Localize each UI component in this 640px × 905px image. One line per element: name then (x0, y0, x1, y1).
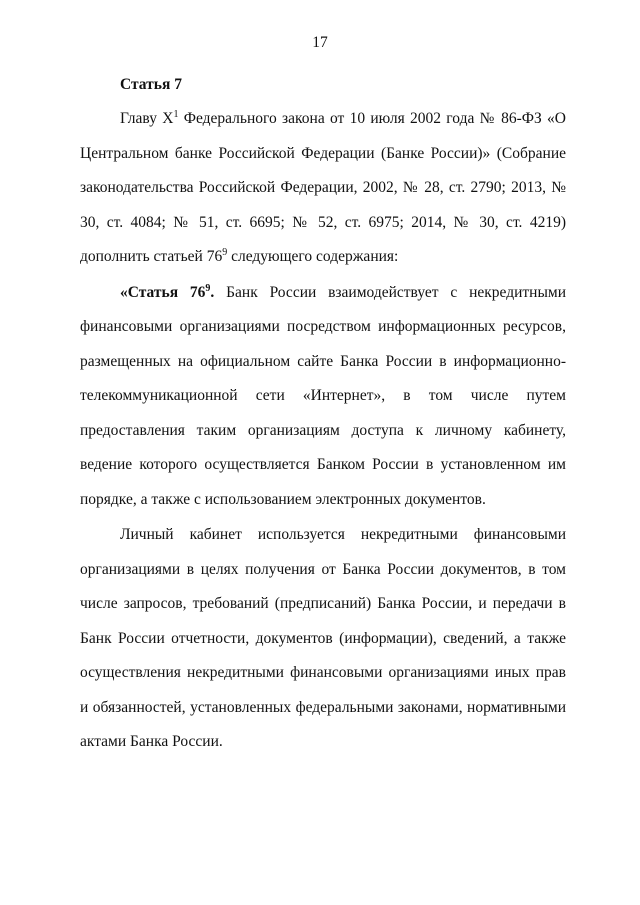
p1-text-b: Федерального закона от 10 июля 2002 года № 86-ФЗ «О Центральном банке Российской Федерации (Банке России)» (Собрание законодательства Российской Федерации, 2002, № 28, ст. 2790; 2013, № 30, ст. 4084; № 51, ст. 6695; № 52, ст. 6975; 2014, № 30, ст. 4219) дополнить статьей 76 (80, 110, 566, 265)
p2-sup: 9 (205, 282, 211, 294)
p2-bold-a: «Статья 76 (120, 283, 206, 301)
document-body (80, 68, 566, 760)
page-number: 17 (312, 34, 328, 51)
article-heading: Статья 7 (120, 76, 182, 93)
p2-bold-b: . (210, 283, 215, 301)
p1-text-c: следующего содержания: (227, 248, 399, 265)
p1-sup-1: 1 (173, 108, 179, 120)
paragraph-amendment (80, 102, 566, 275)
p2-text: Банк России взаимодействует с некредитными финансовыми организациями посредством информационных ресурсов, размещенных на официальном сайте Банка России в информационно-телекоммуникационной сети «Интернет», в том числе путем предоставления таким организациям доступа к личному кабинету, ведение которого осуществляется Банком России в установленном им порядке, а также с использованием электронных документов. (80, 283, 566, 508)
paragraph-personal-account: Личный кабинет используется некредитными финансовыми организациями в целях получения от Банка России документов, в том числе запросов, требований (предписаний) Банка России, и передачи в Банк России отчетности, документов (информации), сведений, а также осуществления некредитными финансовыми организациями иных прав и обязанностей, установленных федеральными законами, нормативными актами Банка России. (80, 526, 566, 750)
paragraph-article-76-9 (80, 276, 566, 518)
p1-sup-2: 9 (222, 246, 228, 258)
p1-text-a: Главу X (120, 110, 174, 127)
